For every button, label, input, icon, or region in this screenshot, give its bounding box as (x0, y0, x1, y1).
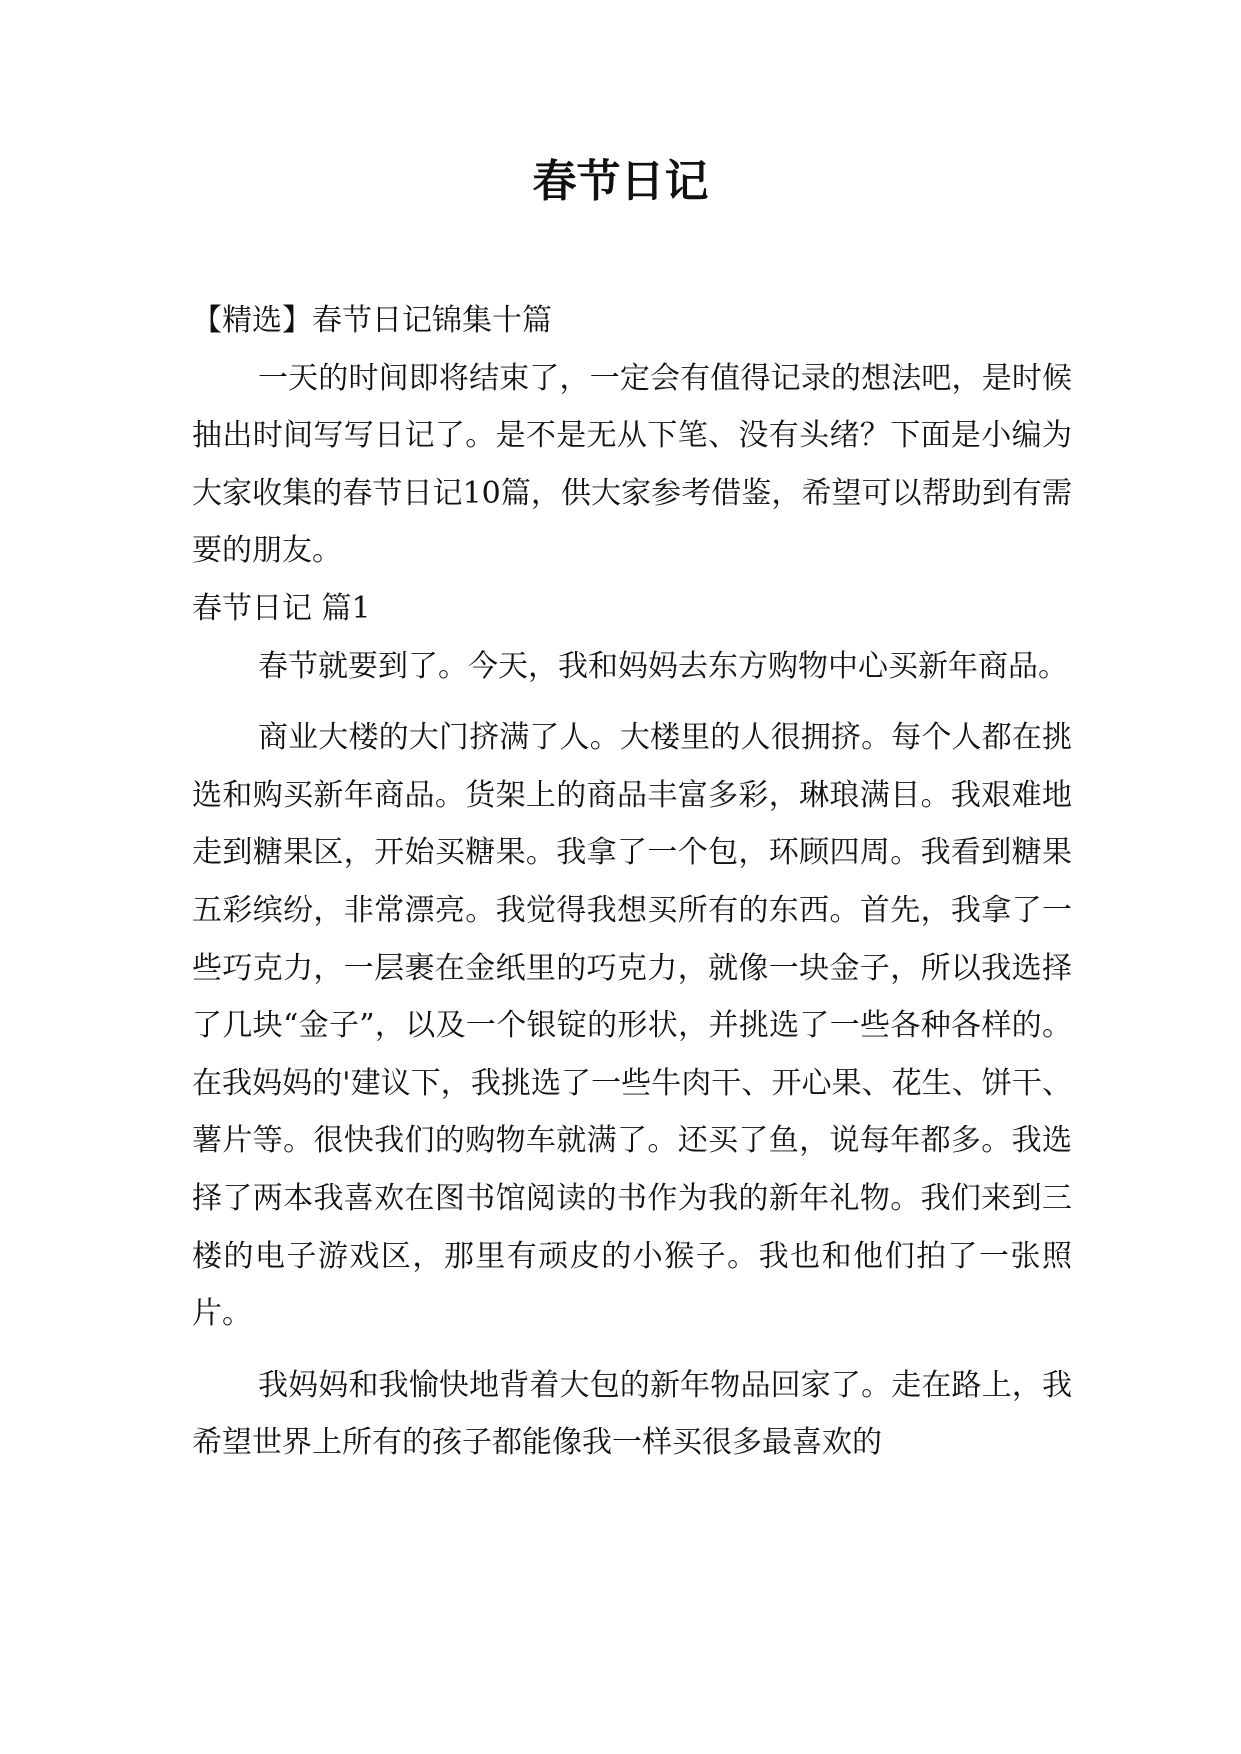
body-paragraph: 春节就要到了。今天，我和妈妈去东方购物中心买新年商品。 (258, 648, 1068, 684)
body-paragraph: 商业大楼的大门挤满了人。大楼里的人很拥挤。每个人都在挑选和购买新年商品。货架上的商品丰富多彩，琳琅满目。我艰难地走到糖果区，开始买糖果。我拿了一个包，环顾四周。我看到糖果五彩缤纷，非常漂亮。我觉得我想买所有的东西。首先，我拿了一些巧克力，一层裹在金纸里的巧克力，就像一块金子，所以我选择了几块“金子”，以及一个银锭的形状，并挑选了一些各种各样的。在我妈妈的'建议下，我挑选了一些牛肉干、开心果、花生、饼干、薯片等。很快我们的购物车就满了。还买了鱼，说每年都多。我选择了两本我喜欢在图书馆阅读的书作为我的新年礼物。我们来到三楼的电子游戏区，那里有顽皮的小猴子。我也和他们拍了一张照片。 (192, 720, 1072, 1332)
body-paragraph: 我妈妈和我愉快地背着大包的新年物品回家了。走在路上，我希望世界上所有的孩子都能像我一样买很多最喜欢的 (192, 1367, 1072, 1461)
intro-heading: 【精选】春节日记锦集十篇 (192, 303, 552, 338)
section-heading: 春节日记 篇1 (192, 590, 371, 626)
document-body (192, 292, 1072, 1472)
intro-paragraph: 一天的时间即将结束了，一定会有值得记录的想法吧，是时候抽出时间写写日记了。是不是无从下笔、没有头绪？下面是小编为大家收集的春节日记10篇，供大家参考借鉴，希望可以帮助到有需要的朋友。 (192, 360, 1072, 569)
document-title: 春节日记 (532, 156, 709, 207)
